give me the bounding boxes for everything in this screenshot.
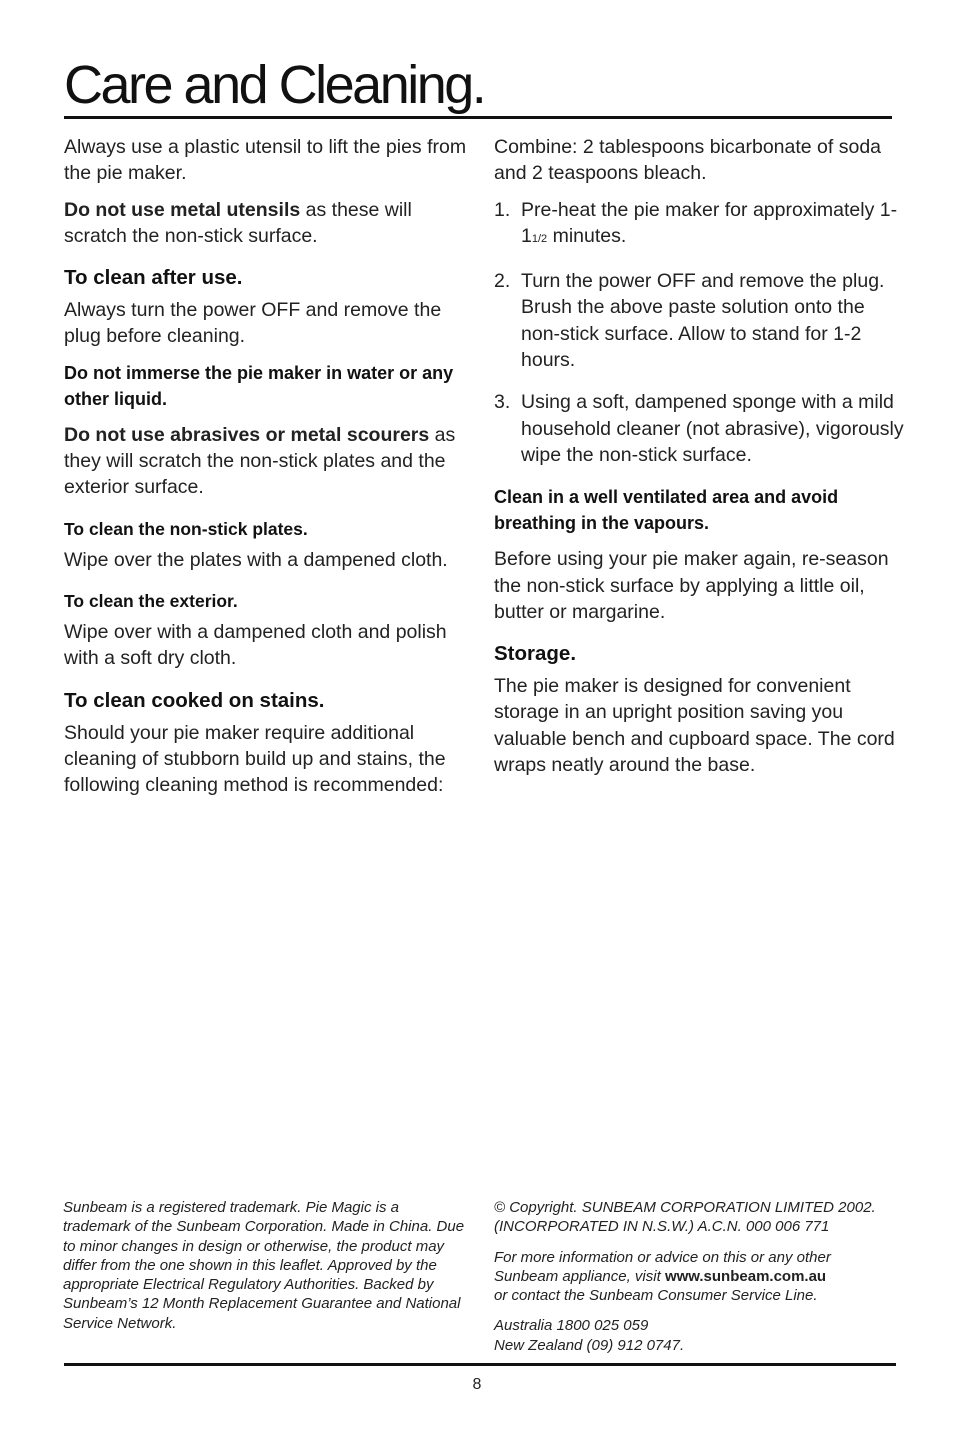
acn-line: (INCORPORATED IN N.S.W.) A.C.N. 000 006 771: [494, 1218, 830, 1236]
page-number: 8: [472, 1376, 482, 1393]
intro-paragraph: Always use a plastic utensil to lift the pies from the pie maker.: [64, 136, 467, 185]
step-item: [494, 268, 906, 373]
step-item: [494, 197, 906, 253]
info-notice: [494, 1248, 894, 1306]
step-text: Pre-heat the pie maker for approximately 1-1: [521, 198, 898, 247]
left-column: [64, 134, 472, 808]
step-text: Turn the power OFF and remove the plug. Brush the above paste solution onto the non-stick surface. Allow to stand for 1-2 hours.: [521, 270, 885, 372]
storage-heading: Storage.: [494, 642, 577, 666]
step-text: Using a soft, dampened sponge with a mild household cleaner (not abrasive), vigorously wipe the non-stick surface.: [521, 391, 904, 466]
info-line: Sunbeam appliance, visit: [494, 1267, 665, 1285]
metal-utensils-paragraph: [64, 197, 472, 250]
metal-utensils-rest: as these will scratch the non-stick surface.: [64, 198, 412, 247]
step-number: 2.: [494, 270, 511, 293]
step-number: 3.: [494, 391, 511, 414]
after-use-text: Always turn the power OFF and remove the plug before cleaning.: [64, 299, 442, 348]
abrasives-bold: Do not use abrasives or metal scourers: [64, 423, 430, 446]
stains-heading: To clean cooked on stains.: [64, 688, 325, 712]
copyright-line: © Copyright. SUNBEAM CORPORATION LIMITED 2002.: [494, 1199, 876, 1216]
immerse-warning: Do not immerse the pie maker in water or any other liquid.: [64, 362, 454, 409]
exterior-heading: To clean the exterior.: [64, 590, 238, 611]
copyright-notice: [494, 1198, 894, 1237]
metal-utensils-bold: Do not use metal utensils: [64, 198, 301, 221]
step-number: 1.: [494, 198, 511, 221]
reseason-paragraph: Before using your pie maker again, re-season the non-stick surface by applying a little oil, butter or margarine.: [494, 548, 889, 623]
footer-left: [63, 1198, 468, 1344]
storage-text: The pie maker is designed for convenient storage in an upright position saving you valuable bench and cupboard space. The cord wraps neatly around the base.: [494, 675, 895, 777]
website-link[interactable]: www.sunbeam.com.au: [664, 1267, 827, 1285]
info-line: For more information or advice on this or any other: [494, 1248, 831, 1266]
page-title: Care and Cleaning.: [64, 55, 485, 115]
abrasives-rest: as they will scratch the non-stick plates and the exterior surface.: [64, 423, 456, 499]
plates-text: Wipe over the plates with a dampened cloth.: [64, 548, 448, 571]
australia-phone: Australia 1800 025 059: [494, 1317, 649, 1335]
fraction: 1/2: [531, 232, 548, 245]
plates-heading: To clean the non-stick plates.: [64, 518, 308, 539]
footer-right: [494, 1198, 894, 1366]
abrasives-paragraph: [64, 422, 472, 501]
new-zealand-phone: New Zealand (09) 912 0747.: [494, 1336, 685, 1354]
right-column: [494, 134, 906, 788]
ventilation-warning: Clean in a well ventilated area and avoid breathing in the vapours.: [494, 487, 839, 534]
info-line: or contact the Sunbeam Consumer Service Line.: [494, 1287, 818, 1305]
bottom-rule: [64, 1363, 896, 1366]
phone-numbers: [494, 1316, 894, 1355]
title-rule: [64, 116, 892, 119]
step-text-end: minutes.: [547, 224, 627, 247]
step-item: [494, 389, 906, 468]
exterior-text: Wipe over with a dampened cloth and polish with a soft dry cloth.: [64, 620, 447, 670]
combine-paragraph: Combine: 2 tablespoons bicarbonate of soda and 2 teaspoons bleach.: [494, 136, 882, 185]
after-use-heading: To clean after use.: [64, 266, 243, 290]
cleaning-steps: [494, 197, 906, 469]
stains-text: Should your pie maker require additional cleaning of stubborn build up and stains, the following cleaning method is recommended:: [64, 721, 446, 797]
trademark-notice: Sunbeam is a registered trademark. Pie Magic is a trademark of the Sunbeam Corporation. Made in China. Due to minor changes in design or otherwise, the product may differ from the one shown in this leaflet. Approved by the appropriate Electrical Regulatory Authorities. Backed by Sunbeam’s 12 Month Replacement Guarantee and National Service Network.: [63, 1199, 465, 1332]
